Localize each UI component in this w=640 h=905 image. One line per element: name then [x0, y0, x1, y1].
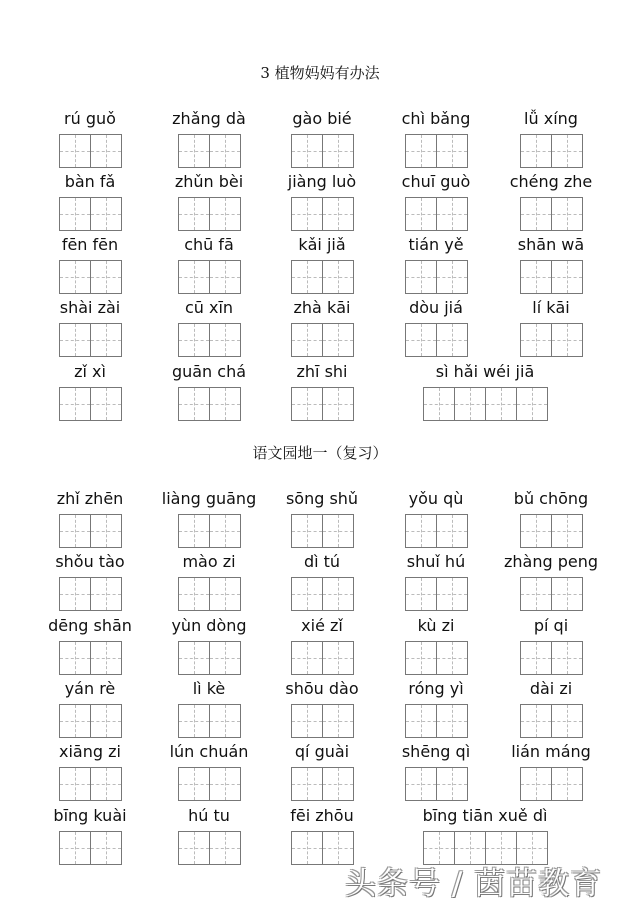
pinyin-label: zhī shi: [296, 362, 348, 381]
pinyin-label: guān chá: [171, 362, 247, 381]
tian-zi-ge-cell[interactable]: [209, 767, 241, 801]
writing-grid[interactable]: [484, 704, 618, 738]
tian-zi-ge-cell[interactable]: [436, 514, 468, 548]
tian-zi-ge-cell[interactable]: [90, 767, 122, 801]
writing-grid[interactable]: [23, 767, 157, 801]
tian-zi-ge-cell[interactable]: [90, 387, 122, 421]
tian-zi-ge-cell[interactable]: [291, 641, 323, 675]
writing-grid[interactable]: [484, 134, 618, 168]
word-item: [369, 234, 503, 294]
writing-grid[interactable]: [23, 134, 157, 168]
pinyin-label: zǐ xì: [74, 362, 106, 381]
pinyin-label: fēn fēn: [61, 235, 119, 254]
tian-zi-ge-cell[interactable]: [59, 641, 91, 675]
word-item: [23, 741, 157, 801]
pinyin-label: kù zi: [417, 616, 455, 635]
tian-zi-ge-cell[interactable]: [178, 704, 210, 738]
word-item: [23, 361, 157, 421]
writing-grid[interactable]: [23, 831, 157, 865]
tian-zi-ge-cell[interactable]: [520, 323, 552, 357]
tian-zi-ge-cell[interactable]: [322, 197, 354, 231]
tian-zi-ge-cell[interactable]: [59, 134, 91, 168]
tian-zi-ge-cell[interactable]: [59, 577, 91, 611]
tian-zi-ge-cell[interactable]: [436, 323, 468, 357]
tian-zi-ge-cell[interactable]: [520, 577, 552, 611]
tian-zi-ge-cell[interactable]: [291, 577, 323, 611]
writing-grid[interactable]: [369, 577, 503, 611]
tian-zi-ge-cell[interactable]: [209, 323, 241, 357]
tian-zi-ge-cell[interactable]: [322, 641, 354, 675]
tian-zi-ge-cell[interactable]: [436, 641, 468, 675]
tian-zi-ge-cell[interactable]: [551, 260, 583, 294]
tian-zi-ge-cell[interactable]: [59, 831, 91, 865]
pinyin-label: rú guǒ: [64, 109, 116, 128]
word-item: [484, 678, 618, 738]
writing-grid[interactable]: [255, 387, 389, 421]
word-item: [23, 171, 157, 231]
writing-grid[interactable]: [23, 641, 157, 675]
tian-zi-ge-cell[interactable]: [551, 514, 583, 548]
tian-zi-ge-cell[interactable]: [551, 577, 583, 611]
writing-grid[interactable]: [484, 260, 618, 294]
pinyin-label: chuī guò: [401, 172, 471, 191]
pinyin-label: kǎi jiǎ: [298, 235, 346, 254]
word-item: [369, 678, 503, 738]
tian-zi-ge-cell[interactable]: [209, 514, 241, 548]
pinyin-label: dòu jiá: [409, 298, 463, 317]
pinyin-label: bǔ chōng: [513, 489, 589, 508]
pinyin-label: lí kāi: [532, 298, 570, 317]
tian-zi-ge-cell[interactable]: [520, 514, 552, 548]
tian-zi-ge-cell[interactable]: [291, 323, 323, 357]
writing-grid[interactable]: [484, 197, 618, 231]
tian-zi-ge-cell[interactable]: [90, 134, 122, 168]
tian-zi-ge-cell[interactable]: [59, 260, 91, 294]
word-item: [23, 551, 157, 611]
tian-zi-ge-cell[interactable]: [405, 704, 437, 738]
tian-zi-ge-cell[interactable]: [178, 323, 210, 357]
pinyin-label: gào bié: [292, 109, 352, 128]
watermark: 头条号 / 茵苗教育: [345, 866, 603, 902]
pinyin-label: zhǔn bèi: [174, 172, 244, 191]
tian-zi-ge-cell[interactable]: [436, 260, 468, 294]
word-item: [23, 234, 157, 294]
tian-zi-ge-cell[interactable]: [209, 641, 241, 675]
word-item: [255, 805, 389, 865]
tian-zi-ge-cell[interactable]: [520, 767, 552, 801]
writing-grid[interactable]: [23, 260, 157, 294]
tian-zi-ge-cell[interactable]: [405, 260, 437, 294]
pinyin-label: pí qi: [533, 616, 569, 635]
pinyin-label: shōu dào: [285, 679, 359, 698]
tian-zi-ge-cell[interactable]: [291, 831, 323, 865]
pinyin-label: shēng qì: [401, 742, 471, 761]
pinyin-label: róng yì: [408, 679, 464, 698]
tian-zi-ge-cell[interactable]: [322, 577, 354, 611]
word-item: [369, 741, 503, 801]
pinyin-label: lián máng: [511, 742, 591, 761]
tian-zi-ge-cell[interactable]: [436, 197, 468, 231]
tian-zi-ge-cell[interactable]: [178, 197, 210, 231]
writing-grid[interactable]: [386, 387, 584, 421]
tian-zi-ge-cell[interactable]: [178, 831, 210, 865]
writing-grid[interactable]: [23, 577, 157, 611]
tian-zi-ge-cell[interactable]: [178, 577, 210, 611]
tian-zi-ge-cell[interactable]: [551, 767, 583, 801]
section-title: 语文园地一（复习）: [252, 444, 388, 462]
tian-zi-ge-cell[interactable]: [178, 514, 210, 548]
writing-grid[interactable]: [369, 641, 503, 675]
tian-zi-ge-cell[interactable]: [551, 197, 583, 231]
tian-zi-ge-cell[interactable]: [178, 387, 210, 421]
pinyin-label: jiàng luò: [287, 172, 357, 191]
tian-zi-ge-cell[interactable]: [59, 514, 91, 548]
writing-grid[interactable]: [23, 514, 157, 548]
tian-zi-ge-cell[interactable]: [485, 387, 517, 421]
tian-zi-ge-cell[interactable]: [291, 704, 323, 738]
pinyin-label: cū xīn: [184, 298, 234, 317]
tian-zi-ge-cell[interactable]: [516, 387, 548, 421]
tian-zi-ge-cell[interactable]: [178, 134, 210, 168]
pinyin-label: liàng guāng: [161, 489, 257, 508]
tian-zi-ge-cell[interactable]: [405, 197, 437, 231]
tian-zi-ge-cell[interactable]: [436, 577, 468, 611]
word-item: [484, 488, 618, 548]
pinyin-label: bīng tiān xuě dì: [422, 806, 548, 825]
tian-zi-ge-cell[interactable]: [436, 704, 468, 738]
tian-zi-ge-cell[interactable]: [209, 260, 241, 294]
word-item: [255, 361, 389, 421]
section-title: 3 植物妈妈有办法: [260, 64, 380, 82]
word-item: [484, 615, 618, 675]
tian-zi-ge-cell[interactable]: [90, 260, 122, 294]
tian-zi-ge-cell[interactable]: [520, 134, 552, 168]
writing-grid[interactable]: [369, 767, 503, 801]
pinyin-label: bàn fǎ: [64, 172, 116, 191]
word-item: [484, 297, 618, 357]
tian-zi-ge-cell[interactable]: [59, 323, 91, 357]
word-item: [484, 171, 618, 231]
tian-zi-ge-cell[interactable]: [90, 577, 122, 611]
tian-zi-ge-cell[interactable]: [405, 323, 437, 357]
tian-zi-ge-cell[interactable]: [209, 704, 241, 738]
tian-zi-ge-cell[interactable]: [90, 323, 122, 357]
writing-grid[interactable]: [484, 577, 618, 611]
tian-zi-ge-cell[interactable]: [405, 641, 437, 675]
tian-zi-ge-cell[interactable]: [423, 387, 455, 421]
tian-zi-ge-cell[interactable]: [551, 134, 583, 168]
word-item: [386, 805, 584, 865]
pinyin-label: lún chuán: [169, 742, 249, 761]
tian-zi-ge-cell[interactable]: [90, 514, 122, 548]
pinyin-label: shuǐ hú: [406, 552, 466, 571]
writing-grid[interactable]: [369, 704, 503, 738]
pinyin-label: dì tú: [303, 552, 341, 571]
tian-zi-ge-cell[interactable]: [454, 387, 486, 421]
tian-zi-ge-cell[interactable]: [209, 387, 241, 421]
tian-zi-ge-cell[interactable]: [405, 577, 437, 611]
tian-zi-ge-cell[interactable]: [322, 387, 354, 421]
tian-zi-ge-cell[interactable]: [291, 514, 323, 548]
word-item: [484, 551, 618, 611]
tian-zi-ge-cell[interactable]: [322, 134, 354, 168]
tian-zi-ge-cell[interactable]: [322, 514, 354, 548]
tian-zi-ge-cell[interactable]: [405, 134, 437, 168]
pinyin-label: lì kè: [192, 679, 226, 698]
tian-zi-ge-cell[interactable]: [291, 387, 323, 421]
pinyin-label: shài zài: [59, 298, 121, 317]
pinyin-label: zhǎng dà: [172, 109, 246, 128]
pinyin-label: zhǐ zhēn: [56, 489, 124, 508]
word-item: [369, 108, 503, 168]
word-item: [23, 805, 157, 865]
tian-zi-ge-cell[interactable]: [90, 704, 122, 738]
word-item: [484, 108, 618, 168]
writing-grid[interactable]: [484, 641, 618, 675]
tian-zi-ge-cell[interactable]: [90, 831, 122, 865]
writing-grid[interactable]: [23, 387, 157, 421]
writing-grid[interactable]: [369, 514, 503, 548]
pinyin-label: xié zǐ: [301, 616, 343, 635]
tian-zi-ge-cell[interactable]: [551, 323, 583, 357]
tian-zi-ge-cell[interactable]: [209, 831, 241, 865]
tian-zi-ge-cell[interactable]: [59, 704, 91, 738]
tian-zi-ge-cell[interactable]: [178, 641, 210, 675]
tian-zi-ge-cell[interactable]: [90, 197, 122, 231]
pinyin-label: yǒu qù: [408, 489, 464, 508]
tian-zi-ge-cell[interactable]: [291, 767, 323, 801]
tian-zi-ge-cell[interactable]: [520, 704, 552, 738]
word-item: [484, 234, 618, 294]
tian-zi-ge-cell[interactable]: [59, 767, 91, 801]
tian-zi-ge-cell[interactable]: [322, 260, 354, 294]
tian-zi-ge-cell[interactable]: [90, 641, 122, 675]
writing-grid[interactable]: [23, 704, 157, 738]
pinyin-label: chì bǎng: [401, 109, 471, 128]
pinyin-label: mào zi: [182, 552, 236, 571]
word-item: [23, 678, 157, 738]
pinyin-label: dài zi: [529, 679, 573, 698]
word-item: [23, 108, 157, 168]
pinyin-label: shān wā: [517, 235, 585, 254]
pinyin-label: yùn dòng: [171, 616, 247, 635]
pinyin-label: tián yě: [408, 235, 464, 254]
pinyin-label: zhàng peng: [503, 552, 599, 571]
word-item: [23, 615, 157, 675]
tian-zi-ge-cell[interactable]: [551, 704, 583, 738]
word-item: [369, 551, 503, 611]
pinyin-label: qí guài: [294, 742, 350, 761]
pinyin-label: lǚ xíng: [524, 109, 578, 128]
pinyin-label: zhà kāi: [293, 298, 351, 317]
tian-zi-ge-cell[interactable]: [209, 197, 241, 231]
writing-grid[interactable]: [369, 134, 503, 168]
writing-grid[interactable]: [484, 323, 618, 357]
pinyin-label: yán rè: [64, 679, 116, 698]
word-item: [484, 741, 618, 801]
word-item: [369, 488, 503, 548]
word-item: [369, 615, 503, 675]
pinyin-label: dēng shān: [48, 616, 132, 635]
tian-zi-ge-cell[interactable]: [209, 134, 241, 168]
tian-zi-ge-cell[interactable]: [436, 767, 468, 801]
tian-zi-ge-cell[interactable]: [178, 767, 210, 801]
pinyin-label: sì hǎi wéi jiā: [435, 362, 535, 381]
pinyin-label: xiāng zi: [59, 742, 121, 761]
writing-grid[interactable]: [369, 197, 503, 231]
writing-grid[interactable]: [484, 767, 618, 801]
tian-zi-ge-cell[interactable]: [520, 197, 552, 231]
pinyin-label: hú tu: [188, 806, 230, 825]
writing-grid[interactable]: [23, 197, 157, 231]
tian-zi-ge-cell[interactable]: [322, 704, 354, 738]
word-item: [369, 171, 503, 231]
word-item: [23, 488, 157, 548]
tian-zi-ge-cell[interactable]: [59, 387, 91, 421]
tian-zi-ge-cell[interactable]: [291, 134, 323, 168]
tian-zi-ge-cell[interactable]: [291, 197, 323, 231]
word-item: [369, 297, 503, 357]
pinyin-label: sōng shǔ: [285, 489, 359, 508]
pinyin-label: fēi zhōu: [290, 806, 354, 825]
tian-zi-ge-cell[interactable]: [178, 260, 210, 294]
writing-grid[interactable]: [369, 323, 503, 357]
tian-zi-ge-cell[interactable]: [551, 641, 583, 675]
tian-zi-ge-cell[interactable]: [436, 134, 468, 168]
tian-zi-ge-cell[interactable]: [405, 514, 437, 548]
tian-zi-ge-cell[interactable]: [520, 260, 552, 294]
writing-grid[interactable]: [369, 260, 503, 294]
pinyin-label: shǒu tào: [55, 552, 125, 571]
pinyin-label: chéng zhe: [509, 172, 593, 191]
tian-zi-ge-cell[interactable]: [520, 641, 552, 675]
tian-zi-ge-cell[interactable]: [322, 767, 354, 801]
pinyin-label: chū fā: [184, 235, 234, 254]
tian-zi-ge-cell[interactable]: [322, 323, 354, 357]
tian-zi-ge-cell[interactable]: [209, 577, 241, 611]
tian-zi-ge-cell[interactable]: [291, 260, 323, 294]
tian-zi-ge-cell[interactable]: [59, 197, 91, 231]
writing-grid[interactable]: [484, 514, 618, 548]
tian-zi-ge-cell[interactable]: [405, 767, 437, 801]
word-item: [386, 361, 584, 421]
word-item: [23, 297, 157, 357]
pinyin-label: bīng kuài: [53, 806, 127, 825]
writing-grid[interactable]: [23, 323, 157, 357]
